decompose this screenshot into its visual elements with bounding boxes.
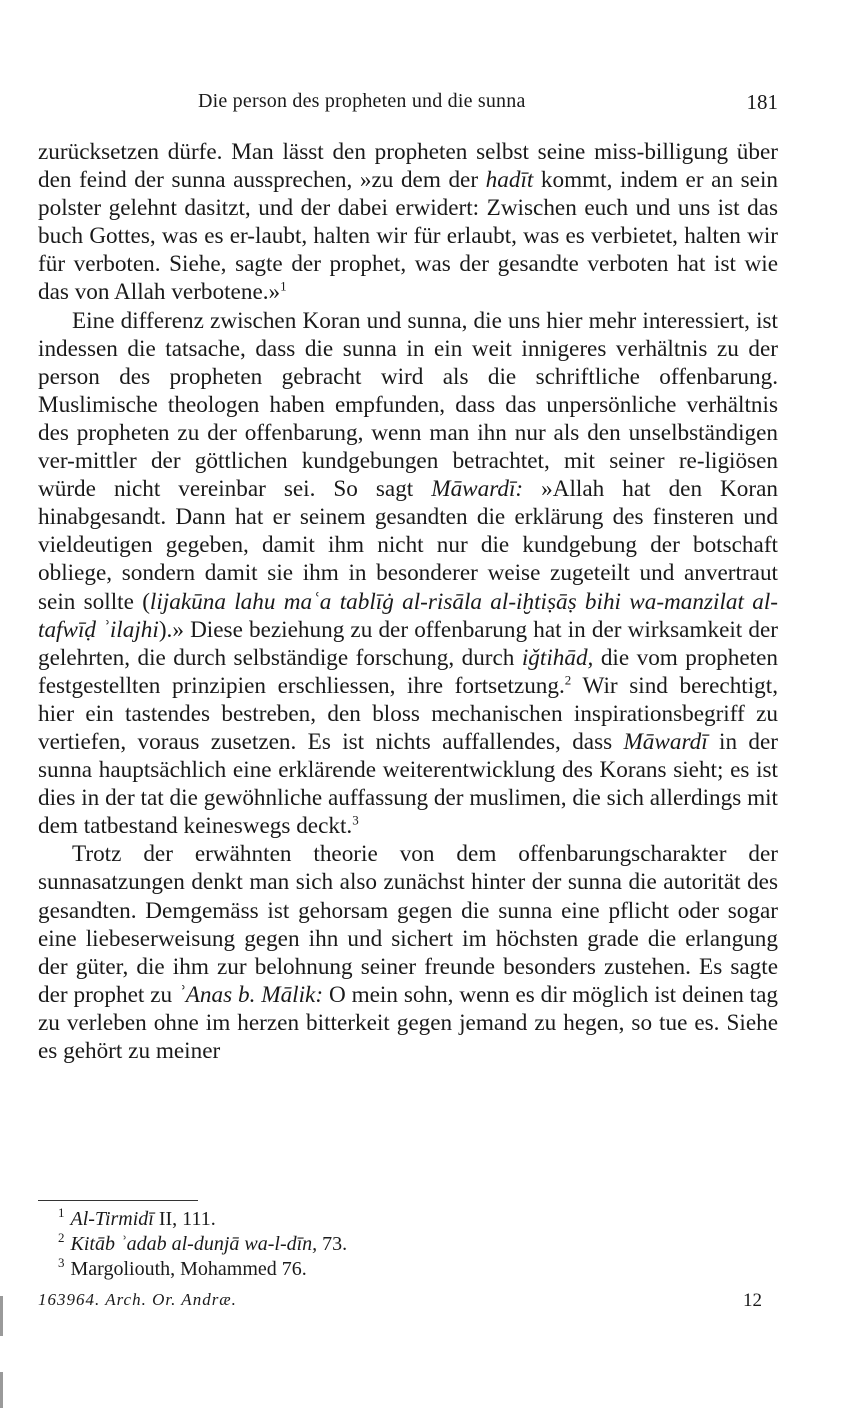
text-run: kommt, indem er an sein polster gelehnt dasitzt, und der dabei erwidert: Zwischen euch und uns ist das buch Gottes, was es er-laubt, halten wir für erlaubt, was es verbietet, halten wir für verboten. Siehe, sagte der prophet, was der gesandte verboten hat ist wie das von Allah verbotene.» bbox=[38, 167, 778, 306]
footnote bbox=[58, 1257, 778, 1282]
footnote-number: 2 bbox=[58, 1230, 65, 1246]
paragraph bbox=[38, 138, 778, 307]
printer-signature bbox=[38, 1290, 778, 1316]
signature-mark: 163964. Arch. Or. Andræ. bbox=[38, 1290, 237, 1309]
footnote bbox=[58, 1207, 778, 1232]
italic-term: Al-Tirmidī bbox=[70, 1208, 154, 1230]
text-run: Wir sind berechtigt, hier ein tastendes bestreben, den bloss mechanischen inspirationsbegriff zu vertiefen, voraus zusetzen. Es ist nichts auffallendes, dass bbox=[38, 672, 779, 755]
scan-margin-mark bbox=[0, 1296, 3, 1336]
footnote-divider bbox=[38, 1200, 198, 1201]
footnote bbox=[58, 1232, 778, 1257]
running-title: Die person des propheten und die sunna bbox=[198, 90, 526, 112]
text-run: Margoliouth, Mohammed 76. bbox=[70, 1258, 307, 1280]
italic-term: hadīt bbox=[485, 167, 534, 194]
text-run: »Allah hat den Koran hinabgesandt. Dann hat er seinem gesandten die erklärung des finsteren und vieldeutigen gegeben, damit ihm nicht nur die kundgebung der botschaft obliege, sondern damit sie ihm in besonderer weise zugeteilt und anvertraut sein sollte ( bbox=[38, 476, 778, 615]
italic-term: iǧtihād, bbox=[521, 644, 594, 671]
footnote-reference: 1 bbox=[280, 278, 287, 294]
footnote-number: 1 bbox=[58, 1205, 65, 1221]
paragraph bbox=[38, 840, 778, 1065]
italic-term: ʾAnas b. Mālik: bbox=[178, 981, 324, 1008]
text-run: in der sunna hauptsächlich eine erklärende weiterentwicklung des Korans sieht; es ist dies in der tat die gewöhnliche auffassung der muslimen, die sich allerdings mit dem tatbestand keineswegs deckt. bbox=[38, 728, 778, 840]
text-run: zurücksetzen dürfe. Man lässt den propheten selbst seine miss-billigung über den feind der sunna aussprechen, »zu dem der bbox=[38, 139, 778, 194]
italic-term: Kitāb ʾadab al-dunjā wa-l-dīn, bbox=[70, 1233, 318, 1255]
text-run: ).» Diese beziehung zu der offenbarung hat in der wirksamkeit der gelehrten, die durch selbständige forschung, durch bbox=[38, 616, 778, 671]
scan-margin-mark bbox=[0, 1372, 3, 1408]
text-run: O mein sohn, wenn es dir möglich ist deinen tag zu verleben ohne im herzen bitterkeit gegen jemand zu hegen, so tue es. Siehe es gehört zu meiner bbox=[38, 981, 779, 1064]
text-run: 73. bbox=[317, 1233, 348, 1255]
italic-term: lijakūna lahu maʿa tablīġ al-risāla al-iḫtiṣāṣ bihi wa-manzilat al-tafwīḍ ʾilajhi bbox=[38, 588, 778, 643]
running-head bbox=[38, 90, 778, 118]
italic-term: Māwardī bbox=[623, 728, 708, 755]
text-run: die vom propheten festgestellten prinzipien erschliessen, ihre fortsetzung. bbox=[38, 644, 778, 699]
paragraph bbox=[38, 307, 778, 841]
italic-term: Māwardī: bbox=[431, 476, 524, 503]
footnotes bbox=[58, 1207, 778, 1282]
text-run: II, 111. bbox=[153, 1208, 216, 1230]
page-number: 181 bbox=[746, 90, 778, 114]
text-run: Eine differenz zwischen Koran und sunna, die uns hier mehr interessiert, ist indessen die tatsache, dass die sunna in ein weit innigeres verhältnis zu der person des propheten gebracht wird als die schriftliche offenbarung. Muslimische theologen haben empfunden, dass das unpersönliche verhältnis des propheten zu der offenbarung, wenn man ihn nur als den unselbständigen ver-mittler der göttlichen kundgebungen betrachtet, mit seiner re-ligiösen würde nicht vereinbar sei. So sagt bbox=[38, 307, 778, 503]
footnote-reference: 3 bbox=[352, 812, 359, 828]
text-run: Trotz der erwähnten theorie von dem offenbarungscharakter der sunnasatzungen denkt man sich also zunächst hinter der sunna die autorität des gesandten. Demgemäss ist gehorsam gegen die sunna eine pflicht oder sogar eine liebeserweisung gegen ihn und sichert im höchsten grade die erlangung der güter, die ihm zur belohnung seiner freunde besonders zustehen. Es sagte der prophet zu bbox=[38, 841, 778, 1008]
sheet-number: 12 bbox=[743, 1290, 762, 1311]
body-text bbox=[38, 138, 778, 1065]
footnote-number: 3 bbox=[58, 1255, 65, 1271]
book-page bbox=[38, 0, 778, 1411]
footnote-reference: 2 bbox=[564, 672, 572, 688]
